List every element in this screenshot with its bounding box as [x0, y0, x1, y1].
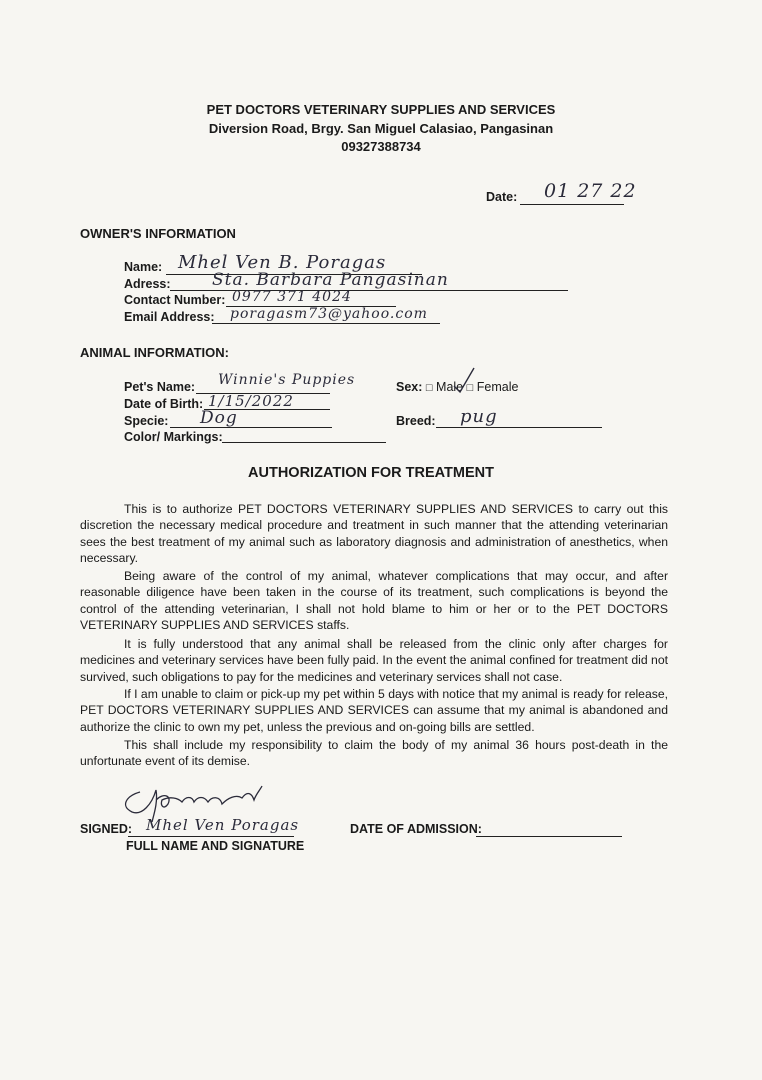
paragraph-2-text: Being aware of the control of my animal, whatever complications that may occur, and after reasonable diligence have been taken in the course of its treatment, such complications is beyond the control of the attending veterinarian, I shall not hold blame to him or her or to the PET DOCTORS VETERINARY SUPPLIES AND SERVICES staffs. [80, 569, 668, 633]
date-line [520, 204, 624, 205]
date-value: 01 27 22 [544, 180, 637, 202]
specie-line [170, 427, 332, 428]
male-checkbox[interactable]: □ [425, 382, 433, 394]
owner-name-label: Name: [124, 260, 163, 274]
pet-name-label: Pet's Name: [124, 380, 196, 394]
admission-date-line [476, 836, 622, 837]
female-checkbox[interactable]: □ [466, 382, 474, 394]
dob-label: Date of Birth: [124, 397, 204, 411]
signed-line [128, 836, 294, 837]
owner-email-line [212, 323, 440, 324]
owner-address-value: Sta. Barbara Pangasinan [212, 270, 449, 290]
company-name: PET DOCTORS VETERINARY SUPPLIES AND SERVICES [206, 102, 556, 117]
admission-date-label: DATE OF ADMISSION: [350, 822, 482, 836]
authorization-paragraph-5 [80, 737, 668, 770]
breed-label: Breed: [396, 414, 436, 428]
dob-value: 1/15/2022 [208, 392, 294, 410]
owner-email-label: Email Address: [124, 310, 215, 324]
breed-value: pug [460, 406, 498, 427]
paragraph-3-text: It is fully understood that any animal shall be released from the clinic only after charges for medicines and veterinary services have been fully paid. In the event the animal confined for treatment did not survived, such obligations to pay for the medicines and veterinary services shall not case. [80, 637, 668, 684]
paragraph-5-text: This shall include my responsibility to claim the body of my animal 36 hours post-death in the unfortunate event of its demise. [80, 738, 668, 769]
owner-email-value: poragasm73@yahoo.com [230, 306, 428, 322]
authorization-paragraph-3 [80, 636, 668, 685]
company-phone: 09327388734 [341, 139, 421, 154]
owner-address-label: Adress: [124, 277, 171, 291]
breed-line [436, 427, 602, 428]
color-markings-label: Color/ Markings: [124, 430, 223, 444]
authorization-paragraph-2 [80, 568, 668, 634]
checkmark-icon [450, 366, 480, 396]
date-label: Date: [486, 190, 518, 204]
signed-label: SIGNED: [80, 822, 133, 836]
sex-label-text: Sex: [396, 380, 423, 394]
owner-contact-label: Contact Number: [124, 293, 226, 307]
signed-name-value: Mhel Ven Poragas [146, 816, 300, 834]
owner-name-value: Mhel Ven B. Poragas [178, 252, 387, 273]
pet-name-value: Winnie's Puppies [218, 372, 356, 388]
color-markings-line [222, 442, 386, 443]
owner-address-line [170, 290, 568, 291]
female-option-label: Female [476, 380, 519, 394]
owner-contact-value: 0977 371 4024 [232, 289, 352, 305]
authorization-paragraph-4 [80, 686, 668, 735]
paragraph-1-text: This is to authorize PET DOCTORS VETERINARY SUPPLIES AND SERVICES to carry out this discretion the necessary medical procedure and treatment in such manner that the attending veterinarian sees the best treatment of my animal such as laboratory diagnosis and administration of anesthetics, when necessary. [80, 502, 668, 566]
male-option-label: Male [436, 380, 464, 394]
paragraph-4-text: If I am unable to claim or pick-up my pet within 5 days with notice that my animal is ready for release, PET DOCTORS VETERINARY SUPPLIES AND SERVICES can assume that my animal is abandoned and authorize the clinic to own my pet, unless the previous and on-going bills are settled. [80, 687, 668, 734]
company-address: Diversion Road, Brgy. San Miguel Calasiao, Pangasinan [208, 121, 554, 136]
authorization-paragraph-1 [80, 501, 668, 567]
specie-value: Dog [200, 408, 238, 428]
authorization-title: AUTHORIZATION FOR TREATMENT [248, 465, 494, 481]
specie-label: Specie: [124, 414, 169, 428]
full-name-signature-label: FULL NAME AND SIGNATURE [126, 839, 305, 853]
owner-section-title: OWNER'S INFORMATION [80, 226, 236, 241]
animal-section-title: ANIMAL INFORMATION: [80, 345, 229, 360]
